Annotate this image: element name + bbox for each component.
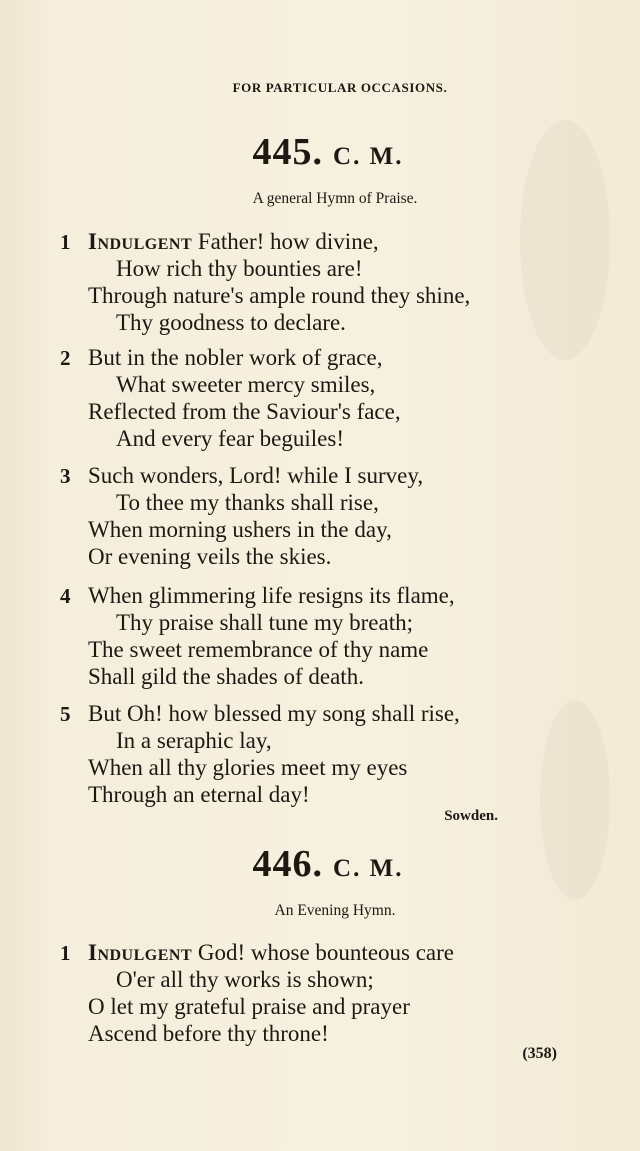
stanza-line: [60, 228, 580, 255]
stanza-line: [60, 939, 580, 966]
stanza-line: And every fear beguiles!: [116, 426, 344, 451]
stanza-line: [60, 344, 580, 371]
stanza-line: [60, 582, 580, 609]
stanza-line: In a seraphic lay,: [116, 728, 272, 753]
hymn-number: 446.: [252, 843, 324, 885]
line-text: But in the nobler work of grace,: [88, 345, 383, 370]
stanza-line: To thee my thanks shall rise,: [116, 490, 379, 515]
stanza-line: Through an eternal day!: [88, 782, 310, 807]
stanza-line: O'er all thy works is shown;: [116, 967, 374, 992]
stanza-line: When morning ushers in the day,: [88, 517, 392, 542]
stanza-3: [60, 462, 580, 570]
stanza-number: 4: [60, 584, 71, 608]
hymn-meter: C. M.: [333, 143, 404, 170]
stanza-2: [60, 344, 580, 452]
stanza-1: [60, 228, 580, 336]
hymn-title: An Evening Hymn.: [274, 902, 396, 919]
hymn-number-445: [0, 130, 640, 174]
hymn-meter: C. M.: [333, 855, 404, 882]
stanza-number: 5: [60, 702, 71, 726]
hymn-title: A general Hymn of Praise.: [252, 190, 418, 207]
line-text: God! whose bounteous care: [197, 940, 455, 965]
stanza-line: O let my grateful praise and prayer: [88, 994, 410, 1019]
stanza-number: 1: [60, 941, 71, 965]
stanza-line: [60, 700, 580, 727]
first-word: Indulgent: [88, 940, 193, 965]
stanza-line: Ascend before thy throne!: [88, 1021, 329, 1046]
stanza-number: 1: [60, 230, 71, 254]
hymn-number: 445.: [252, 131, 324, 173]
stanza-1: [60, 939, 580, 1047]
line-text: Such wonders, Lord! while I survey,: [88, 463, 424, 488]
line-text: Father! how divine,: [197, 229, 379, 254]
hymn-author: Sowden.: [444, 808, 498, 824]
stanza-line: How rich thy bounties are!: [116, 256, 363, 281]
page-number: (358): [522, 1045, 557, 1062]
stanza-5: [60, 700, 580, 808]
first-word: Indulgent: [88, 229, 193, 254]
stanza-line: [60, 462, 580, 489]
stanza-line: When all thy glories meet my eyes: [88, 755, 408, 780]
stanza-line: Through nature's ample round they shine,: [88, 283, 471, 308]
stanza-number: 2: [60, 346, 71, 370]
hymn-number-446: [0, 842, 640, 886]
stanza-line: Shall gild the shades of death.: [88, 664, 364, 689]
running-head: FOR PARTICULAR OCCASIONS.: [232, 80, 448, 95]
stanza-number: 3: [60, 464, 71, 488]
stanza-line: Or evening veils the skies.: [88, 544, 332, 569]
line-text: But Oh! how blessed my song shall rise,: [88, 701, 460, 726]
stanza-line: Thy goodness to declare.: [116, 310, 346, 335]
line-text: When glimmering life resigns its flame,: [88, 583, 455, 608]
stanza-line: Thy praise shall tune my breath;: [116, 610, 414, 635]
stanza-4: [60, 582, 580, 690]
stanza-line: The sweet remembrance of thy name: [88, 637, 429, 662]
stanza-line: What sweeter mercy smiles,: [116, 372, 376, 397]
stanza-line: Reflected from the Saviour's face,: [88, 399, 401, 424]
